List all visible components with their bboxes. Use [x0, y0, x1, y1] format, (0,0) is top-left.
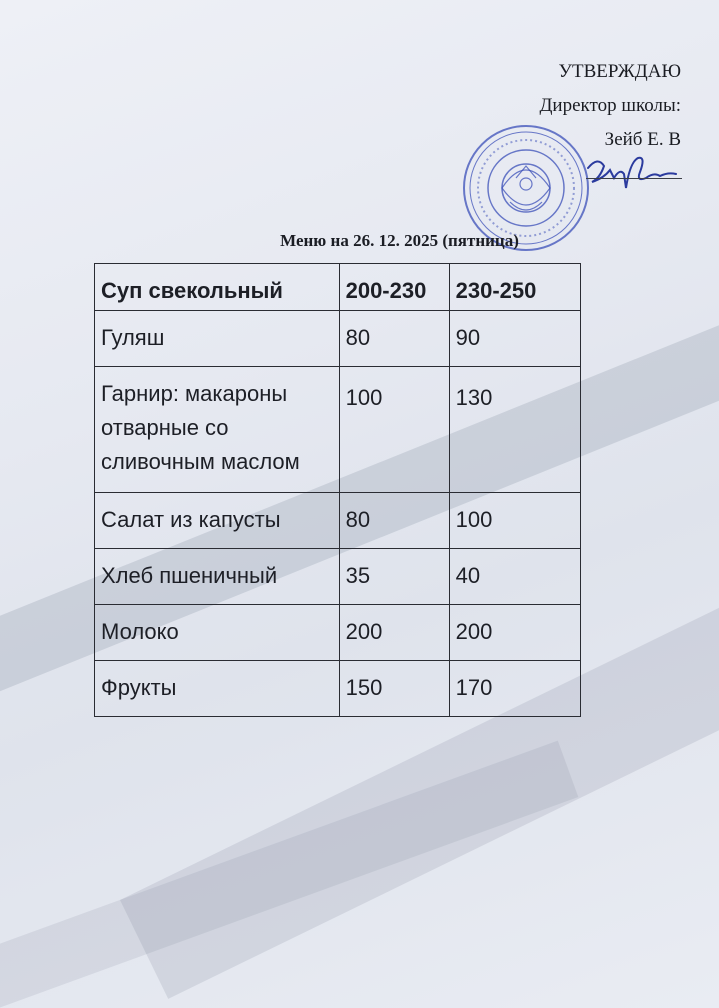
dish-name: Гарнир: макароны отварные со сливочным маслом — [95, 367, 340, 493]
table-row — [95, 367, 581, 493]
table-row — [95, 493, 581, 549]
portion-small: 80 — [339, 493, 449, 549]
dish-name: Молоко — [95, 605, 340, 661]
header-dish: Суп свекольный — [95, 264, 340, 311]
light-shadow-band — [0, 741, 578, 1008]
table-row — [95, 311, 581, 367]
menu-title: Меню на 26. 12. 2025 (пятница) — [280, 231, 519, 250]
portion-small: 200 — [339, 605, 449, 661]
table-row — [95, 605, 581, 661]
portion-large: 200 — [449, 605, 580, 661]
portion-large: 130 — [449, 367, 580, 493]
portion-large: 40 — [449, 549, 580, 605]
portion-small: 100 — [339, 367, 449, 493]
table-header-row — [95, 264, 581, 311]
portion-small: 35 — [339, 549, 449, 605]
dish-name: Гуляш — [95, 311, 340, 367]
director-position: Директор школы: — [539, 95, 681, 116]
portion-small: 80 — [339, 311, 449, 367]
approve-label: УТВЕРЖДАЮ — [558, 61, 681, 82]
portion-large: 170 — [449, 661, 580, 717]
portion-large: 90 — [449, 311, 580, 367]
director-signature — [580, 148, 690, 198]
header-portion-small: 200-230 — [339, 264, 449, 311]
signature-line — [586, 178, 682, 179]
portion-large: 100 — [449, 493, 580, 549]
table-row — [95, 661, 581, 717]
portion-small: 150 — [339, 661, 449, 717]
director-name: Зейб Е. В — [604, 129, 681, 150]
table-row — [95, 549, 581, 605]
menu-table — [94, 263, 581, 717]
dish-name: Салат из капусты — [95, 493, 340, 549]
dish-name: Фрукты — [95, 661, 340, 717]
dish-name: Хлеб пшеничный — [95, 549, 340, 605]
header-portion-large: 230-250 — [449, 264, 580, 311]
